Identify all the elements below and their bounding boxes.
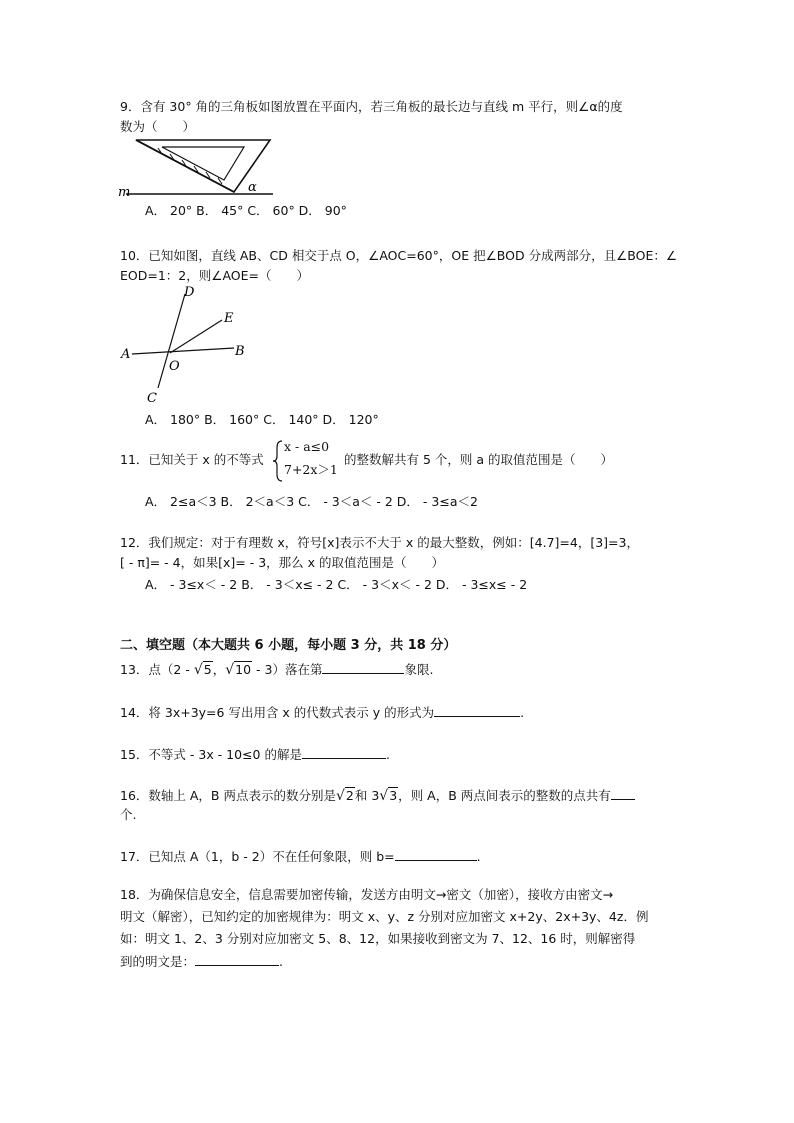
- q18-line4-text: 到的明文是：: [120, 954, 196, 969]
- q16-line1: [120, 786, 635, 805]
- q11-prefix: 11．已知关于 x 的不等式: [120, 452, 264, 467]
- q18-answer-blank[interactable]: [195, 952, 279, 966]
- q10-label-O: O: [169, 359, 180, 374]
- q17-text: 17．已知点 A（1，b - 2）不在任何象限，则 b=: [120, 849, 395, 864]
- q17-line: [120, 847, 481, 866]
- q12-options: A． - 3≤x＜ - 2 B． - 3＜x≤ - 2 C． - 3＜x＜ - 2 D． - 3≤x≤ - 2: [145, 577, 528, 592]
- q17-end: .: [476, 849, 481, 864]
- q17-answer-blank[interactable]: [395, 847, 477, 861]
- q13-part3: - 3）落在第: [252, 662, 323, 677]
- q10-label-E: E: [224, 311, 234, 326]
- q11-options: A． 2≤a＜3 B． 2＜a＜3 C． - 3＜a＜ - 2 D． - 3≤a＜2: [145, 494, 478, 509]
- q13-line: [120, 660, 433, 679]
- q11-brace: [272, 440, 284, 482]
- q10-label-C: C: [147, 391, 157, 406]
- q11-suffix: 的整数解共有 5 个，则 a 的取值范围是（ ）: [344, 452, 614, 467]
- q10-line2: EOD=1：2，则∠AOE=（ ）: [120, 268, 309, 283]
- q10-options: A． 180° B． 160° C． 140° D． 120°: [145, 412, 379, 427]
- q16-answer-blank[interactable]: [611, 786, 635, 800]
- q9-options: A． 20° B． 45° C． 60° D． 90°: [145, 203, 347, 218]
- q10-label-B: B: [235, 344, 245, 359]
- q13-part2: ，: [212, 662, 226, 677]
- q9-label-alpha: α: [248, 180, 257, 195]
- q13-part1: 13．点（2 -: [120, 662, 194, 677]
- q13-sqrt-5: √5: [193, 662, 212, 678]
- q9-line1: 9．含有 30° 角的三角板如图放置在平面内，若三角板的最长边与直线 m 平行，则∠α的度: [120, 99, 623, 114]
- q12-line2: [ - π]= - 4，如果[x]= - 3，那么 x 的取值范围是（ ）: [120, 555, 444, 570]
- q9-label-m: m: [118, 185, 131, 198]
- q16-part1: 16．数轴上 A，B 两点表示的数分别是: [120, 788, 336, 803]
- q15-text: 15．不等式 - 3x - 10≤0 的解是: [120, 747, 302, 762]
- q14-end: .: [520, 705, 525, 720]
- q16-sqrt-2: √2: [335, 788, 354, 804]
- q11-inequality-1: x - a≤0: [284, 439, 330, 454]
- q16-sqrt-3: √3: [379, 788, 398, 804]
- q18-line3: 如：明文 1、2、3 分别对应加密文 5、8、12，如果接收到密文为 7、12、16 时，则解密得: [120, 931, 636, 946]
- q10-angle-figure: [118, 284, 258, 406]
- q10-label-A: A: [121, 347, 131, 362]
- q18-end: .: [279, 954, 283, 969]
- q15-end: .: [385, 747, 390, 762]
- q15-line: [120, 745, 390, 764]
- q14-text: 14．将 3x+3y=6 写出用含 x 的代数式表示 y 的形式为: [120, 705, 435, 720]
- q18-line4: [120, 952, 283, 971]
- q13-answer-blank[interactable]: [322, 660, 404, 674]
- q11-inequality-2: 7+2x＞1: [284, 462, 338, 477]
- q16-part2: 和 3: [354, 788, 380, 803]
- q16-part3: ，则 A，B 两点间表示的整数的点共有: [398, 788, 611, 803]
- q9-line2: 数为（ ）: [120, 119, 196, 134]
- q13-part4: 象限.: [404, 662, 434, 677]
- q10-label-D: D: [184, 285, 195, 300]
- q10-line1: 10．已知如图，直线 AB、CD 相交于点 O，∠AOC=60°，OE 把∠BOD 分成两部分，且∠BOE：∠: [120, 248, 678, 263]
- q13-sqrt-10: √10: [225, 662, 252, 678]
- q15-answer-blank[interactable]: [302, 745, 386, 759]
- q18-line2: 明文（解密），已知约定的加密规律为：明文 x、y、z 分别对应加密文 x+2y、2x+3y、4z．例: [120, 909, 649, 924]
- q9-triangle-figure: [118, 136, 278, 198]
- q14-line: [120, 703, 524, 722]
- q12-line1: 12．我们规定：对于有理数 x，符号[x]表示不大于 x 的最大整数，例如：[4.7]=4，[3]=3，: [120, 535, 639, 550]
- section2-title: 二、填空题（本大题共 6 小题，每小题 3 分，共 18 分）: [120, 638, 457, 653]
- q16-line2: 个.: [120, 807, 137, 822]
- q18-line1: 18．为确保信息安全，信息需要加密传输，发送方由明文→密文（加密），接收方由密文→: [120, 887, 614, 902]
- q14-answer-blank[interactable]: [434, 703, 520, 717]
